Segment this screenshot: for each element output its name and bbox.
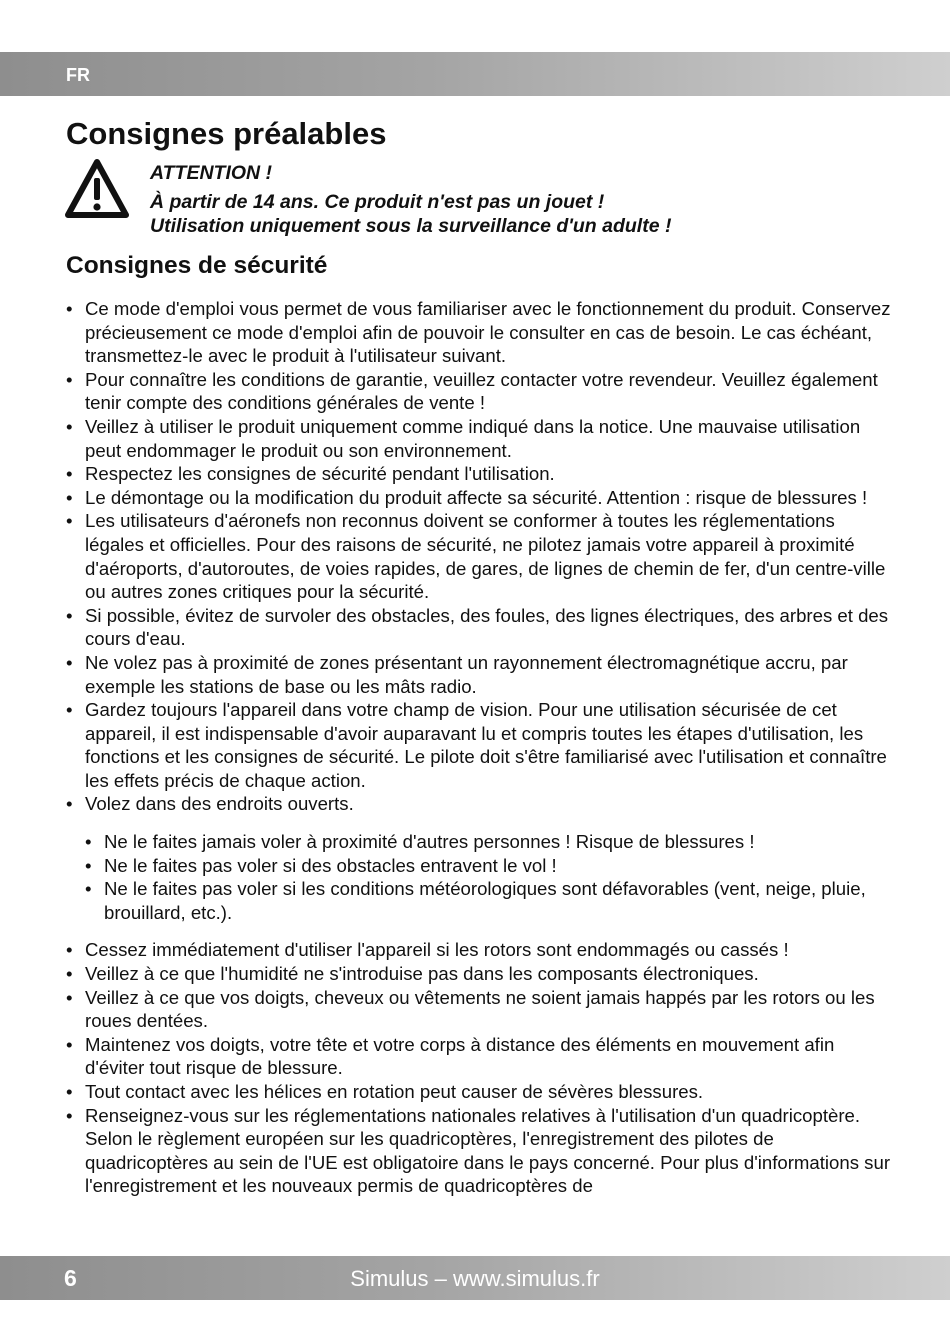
list-item: • Maintenez vos doigts, votre tête et votre corps à distance des éléments en mouvement afin d'éviter tout risque de blessure. [66,1033,896,1080]
header-bar [0,52,950,96]
language-label: FR [66,65,90,85]
footer-bar [0,1256,950,1300]
list-item: • Ne le faites pas voler si des obstacles entravent le vol ! [85,854,896,878]
safety-sublist [85,830,896,924]
safety-list [66,297,896,816]
warning-block [150,161,671,238]
list-item: • Ce mode d'emploi vous permet de vous familiariser avec le fonctionnement du produit. Conservez précieusement ce mode d'emploi afin de pouvoir le consulter en cas de besoin. Le cas échéant, transmettez-le avec le produit à l'utilisateur suivant. [66,297,896,368]
section-title: Consignes de sécurité [66,252,328,279]
list-item: • Gardez toujours l'appareil dans votre champ de vision. Pour une utilisation sécurisée de cet appareil, il est indispensable d'avoir auparavant lu et compris toutes les étapes d'utilisation, les fonctions et les consignes de sécurité. Le pilote doit s'être familiarisé avec l'utilisation et connaître les effets précis de chaque action. [66,698,896,792]
list-item: • Veillez à ce que l'humidité ne s'introduise pas dans les composants électroniques. [66,962,896,986]
page-number: 6 [64,1265,77,1291]
warning-triangle-icon [64,158,130,220]
list-item: • Les utilisateurs d'aéronefs non reconnus doivent se conformer à toutes les réglementations légales et officielles. Pour des raisons de sécurité, ne pilotez jamais votre appareil à proximité d'aéroports, d'autoroutes, de voies rapides, de gares, de lignes de chemin de fer, d'un centre-ville ou autres zones critiques pour la sécurité. [66,509,896,603]
list-item: • Le démontage ou la modification du produit affecte sa sécurité. Attention : risque de blessures ! [66,486,896,510]
footer-text: Simulus – www.simulus.fr [350,1266,600,1291]
list-item: • Veillez à ce que vos doigts, cheveux ou vêtements ne soient jamais happés par les rotors ou les roues dentées. [66,986,896,1033]
list-item: • Ne le faites jamais voler à proximité d'autres personnes ! Risque de blessures ! [85,830,896,854]
list-item: • Cessez immédiatement d'utiliser l'appareil si les rotors sont endommagés ou cassés ! [66,938,896,962]
warning-line-age: À partir de 14 ans. Ce produit n'est pas un jouet ! [150,191,605,213]
list-item: • Tout contact avec les hélices en rotation peut causer de sévères blessures. [66,1080,896,1104]
page-title: Consignes préalables [66,116,387,151]
safety-content [66,297,896,1198]
list-item: • Veillez à utiliser le produit uniquement comme indiqué dans la notice. Une mauvaise utilisation peut endommager le produit ou son environnement. [66,415,896,462]
list-item: • Ne le faites pas voler si les conditions météorologiques sont défavorables (vent, neige, pluie, brouillard, etc.). [85,877,896,924]
warning-line-supervision: Utilisation uniquement sous la surveillance d'un adulte ! [150,215,672,237]
list-item: • Si possible, évitez de survoler des obstacles, des foules, des lignes électriques, des arbres et des cours d'eau. [66,604,896,651]
list-item: • Ne volez pas à proximité de zones présentant un rayonnement électromagnétique accru, par exemple les stations de base ou les mâts radio. [66,651,896,698]
warning-heading: ATTENTION ! [150,162,273,184]
list-item: • Renseignez-vous sur les réglementations nationales relatives à l'utilisation d'un quadricoptère. Selon le règlement européen sur les quadricoptères, l'enregistrement des pilotes de quadricoptères au sein de l'UE est obligatoire dans le pays concerné. Pour plus d'informations sur l'enregistrement et les nouveaux permis de quadricoptères de [66,1104,896,1198]
list-item: • Volez dans des endroits ouverts. [66,792,896,816]
list-item: • Pour connaître les conditions de garantie, veuillez contacter votre revendeur. Veuillez également tenir compte des conditions générales de vente ! [66,368,896,415]
list-item: • Respectez les consignes de sécurité pendant l'utilisation. [66,462,896,486]
safety-list-continued [66,938,896,1198]
